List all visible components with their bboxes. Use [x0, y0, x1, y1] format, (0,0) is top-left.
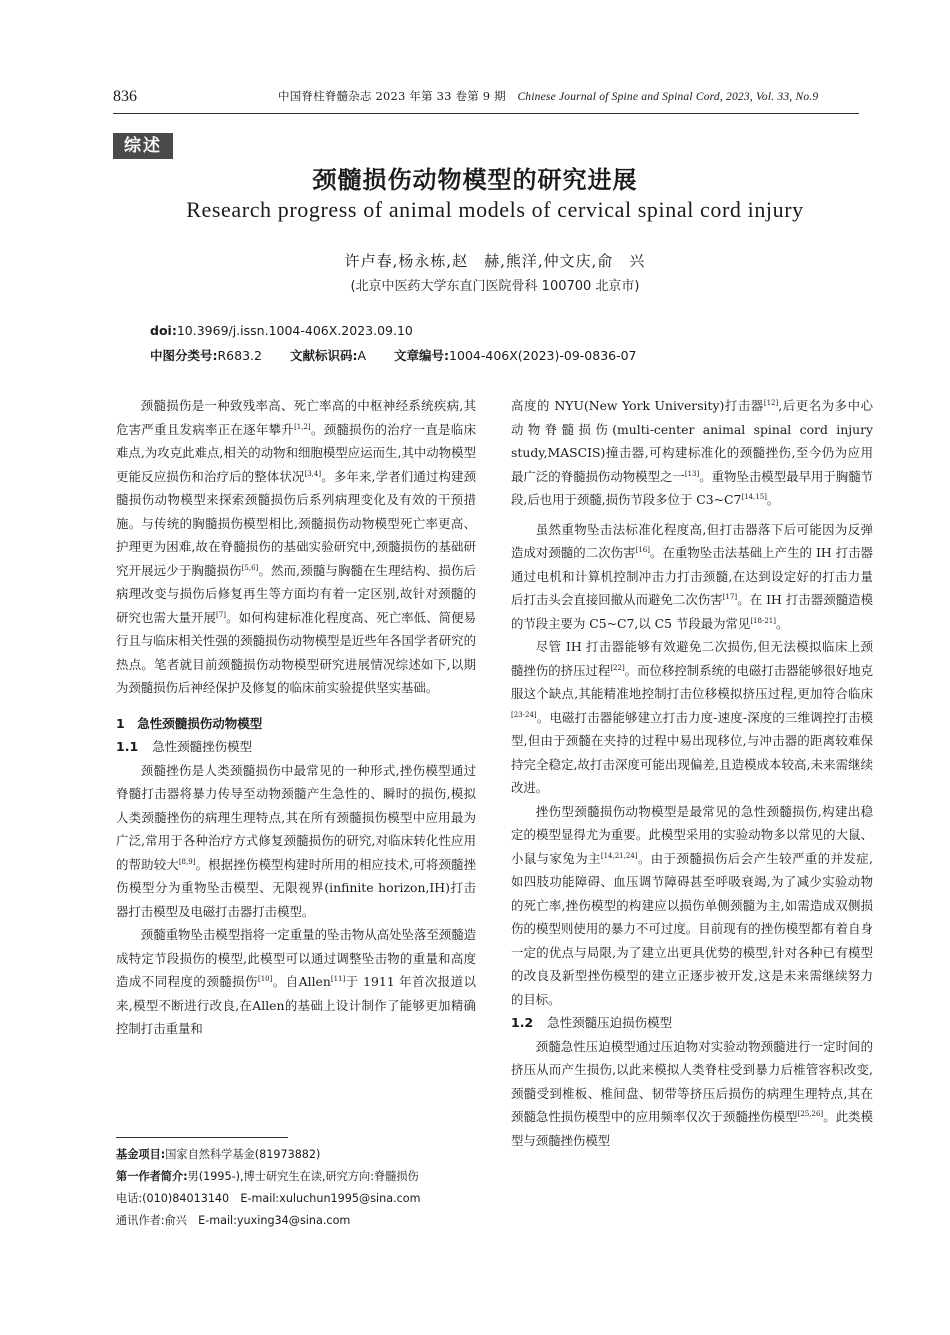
- author-affiliation: (北京中医药大学东直门医院骨科 100700 北京市): [350, 279, 640, 294]
- paragraph-contusion-summary: 挫伤型颈髓损伤动物模型是最常见的急性颈髓损伤,构建出稳定的模型显得尤为重要。此模型采用的实验动物多以常见的大鼠、小鼠与家兔为主[14,21,24]。由于颈髓损伤后会产生较严重的并发症,如四肢功能障碍、血压调节障碍甚至呼吸衰竭,为了减少实验动物的死亡率,挫伤模型的构建应以损伤单侧颈髓为主,如需造成双侧损伤的模型则使用的暴力不可过度。目前现有的挫伤模型都有着自身一定的优点与局限,为了建立出更具优势的模型,针对各种已有模型的改良及新型挫伤模型的建立正逐步被开发,这是未来需继续努力的目标。: [511, 803, 873, 1007]
- header-rule: [113, 113, 859, 114]
- corresponding-author-footnote: 通讯作者:俞兴 E-mail:yuxing34@sina.com: [116, 1214, 351, 1227]
- article-title-en: Research progress of animal models of cervical spinal cord injury: [186, 197, 804, 222]
- paragraph-compression: 颈髓急性压迫模型通过压迫物对实验动物颈髓进行一定时间的挤压从而产生损伤,以此来模拟人类脊柱受到暴力后椎管容积改变,颈髓受到椎板、椎间盘、韧带等挤压后损伤的病理生理特点,其在颈髓急性损伤模型中的应用频率仅次于颈髓挫伤模型[25,26]。此类模型与颈髓挫伤模型: [511, 1038, 874, 1148]
- doi-label: doi:: [150, 323, 177, 338]
- article-number-label: 文章编号:: [394, 348, 450, 363]
- paragraph-nyu-impactor: 高度的 NYU(New York University)打击器[12],后更名为多中心动物脊髓损伤(multi-center animal spinal cord injury study,MASCIS)撞击器,可构建标准化的颈髓挫伤,至今仍为应用最广泛的脊髓损伤动物模型之一[13]。重物坠击模型最早用于胸髓节段,后也用于颈髓,损伤节段多位于 C3~C7[14,15]。: [511, 398, 873, 507]
- review-category-badge: 综述: [113, 133, 173, 159]
- fund-footnote: 基金项目:国家自然科学基金(81973882): [116, 1148, 321, 1161]
- paragraph-weight-drop: 颈髓重物坠击模型指将一定重量的坠击物从高处坠落至颈髓造成特定节段损伤的模型,此模型可以通过调整坠击物的重量和高度造成不同程度的颈髓损伤[10]。自Allen[11]于 1911 年首次报道以来,模型不断进行改良,在Allen的基础上设计制作了能够更加精确控制打击重量和: [116, 927, 477, 1036]
- right-column: [511, 394, 873, 1152]
- classification-line: [150, 346, 637, 364]
- clc-label: 中图分类号:: [150, 348, 218, 363]
- article-number-value: 1004-406X(2023)-09-0836-07: [449, 348, 637, 363]
- contact-footnote: 电话:(010)84013140 E-mail:xuluchun1995@sina.com: [116, 1192, 421, 1205]
- subsection-heading-1-2: 1.2 急性颈髓压迫损伤模型: [511, 1015, 673, 1030]
- author-list: 许卢春,杨永栋,赵 赫,熊洋,仲文庆,俞 兴: [344, 252, 646, 270]
- section-heading-1: 1 急性颈髓损伤动物模型: [116, 715, 263, 731]
- paragraph-electromagnetic-impactor: 尽管 IH 打击器能够有效避免二次损伤,但无法模拟临床上颈髓挫伤的挤压过程[22]。而位移控制系统的电磁打击器能够很好地克服这个缺点,其能精准地控制打击位移模拟挤压过程,更加符合临床[23-24]。电磁打击器能够建立打击力度-速度-深度的三维调控打击模型,但由于颈髓在夹持的过程中易出现移位,与冲击器的距离较难保持完全稳定,故打击深度可能出现偏差,且造模成本较高,未来需继续改进。: [511, 639, 874, 795]
- doi-line: [150, 323, 413, 338]
- clc-value: R683.2: [217, 348, 262, 363]
- footnote-rule: [116, 1137, 288, 1138]
- article-title-cn: 颈髓损伤动物模型的研究进展: [312, 166, 638, 194]
- page-number: 836: [113, 88, 137, 105]
- running-header: [278, 88, 818, 104]
- journal-name-cn: 中国脊柱脊髓杂志 2023 年第 33 卷第 9 期: [278, 89, 506, 103]
- first-author-footnote: 第一作者简介:男(1995-),博士研究生在读,研究方向:脊髓损伤: [116, 1170, 419, 1183]
- paragraph-ih-impactor: 虽然重物坠击法标准化程度高,但打击器落下后可能因为反弹造成对颈髓的二次伤害[16]。在重物坠击法基础上产生的 IH 打击器通过电机和计算机控制冲击力打击颈髓,在达到设定好的打击力量后打击头会直接回撤从而避免二次伤害[17]。在 IH 打击器颈髓造模的节段主要为 C5~C7,以 C5 节段最为常见[18-21]。: [511, 521, 874, 631]
- intro-paragraph: 颈髓损伤是一种致残率高、死亡率高的中枢神经系统疾病,其危害严重且发病率正在逐年攀升[1,2]。颈髓损伤的治疗一直是临床难点,为攻克此难点,相关的动物和细胞模型应运而生,其中动物模型更能反应损伤和治疗后的整体状况[3,4]。多年来,学者们通过构建颈髓损伤动物模型来探索颈髓损伤后系列病理变化及有效的干预措施。与传统的胸髓损伤模型相比,颈髓损伤动物模型死亡率更高、护理更为困难,故在脊髓损伤的基础实验研究中,颈髓损伤的基础研究开展远少于胸髓损伤[5,6]。然而,颈髓与胸髓在生理结构、损伤后病理改变与损伤后修复再生等方面均有着一定区别,故针对颈髓的研究也需大量开展[7]。如何构建标准化程度高、死亡率低、简便易行且与临床相关性强的颈髓损伤动物模型是近些年各国学者研究的热点。笔者就目前颈髓损伤动物模型研究进展情况综述如下,以期为颈髓损伤后神经保护及修复的临床前实验提供坚实基础。: [116, 398, 477, 695]
- journal-name-en: Chinese Journal of Spine and Spinal Cord, 2023, Vol. 33, No.9: [517, 91, 819, 103]
- doi-value: 10.3969/j.issn.1004-406X.2023.09.10: [176, 323, 413, 338]
- subsection-heading-1-1: 1.1 急性颈髓挫伤模型: [116, 739, 253, 754]
- left-column: [116, 394, 476, 1041]
- paragraph-contusion: 颈髓挫伤是人类颈髓损伤中最常见的一种形式,挫伤模型通过脊髓打击器将暴力传导至动物颈髓产生急性的、瞬时的损伤,模拟人类颈髓挫伤的病理生理特点,其在所有颈髓损伤模型中应用最为广泛,常用于各种治疗方式修复颈髓损伤的研究,对临床转化性应用的帮助较大[8,9]。根据挫伤模型构建时所用的相应技术,可将颈髓挫伤模型分为重物坠击模型、无限视界(infinite horizon,IH)打击器打击模型及电磁打击器打击模型。: [116, 762, 476, 919]
- doc-code-value: A: [357, 348, 367, 363]
- doc-code-label: 文献标识码:: [289, 348, 358, 363]
